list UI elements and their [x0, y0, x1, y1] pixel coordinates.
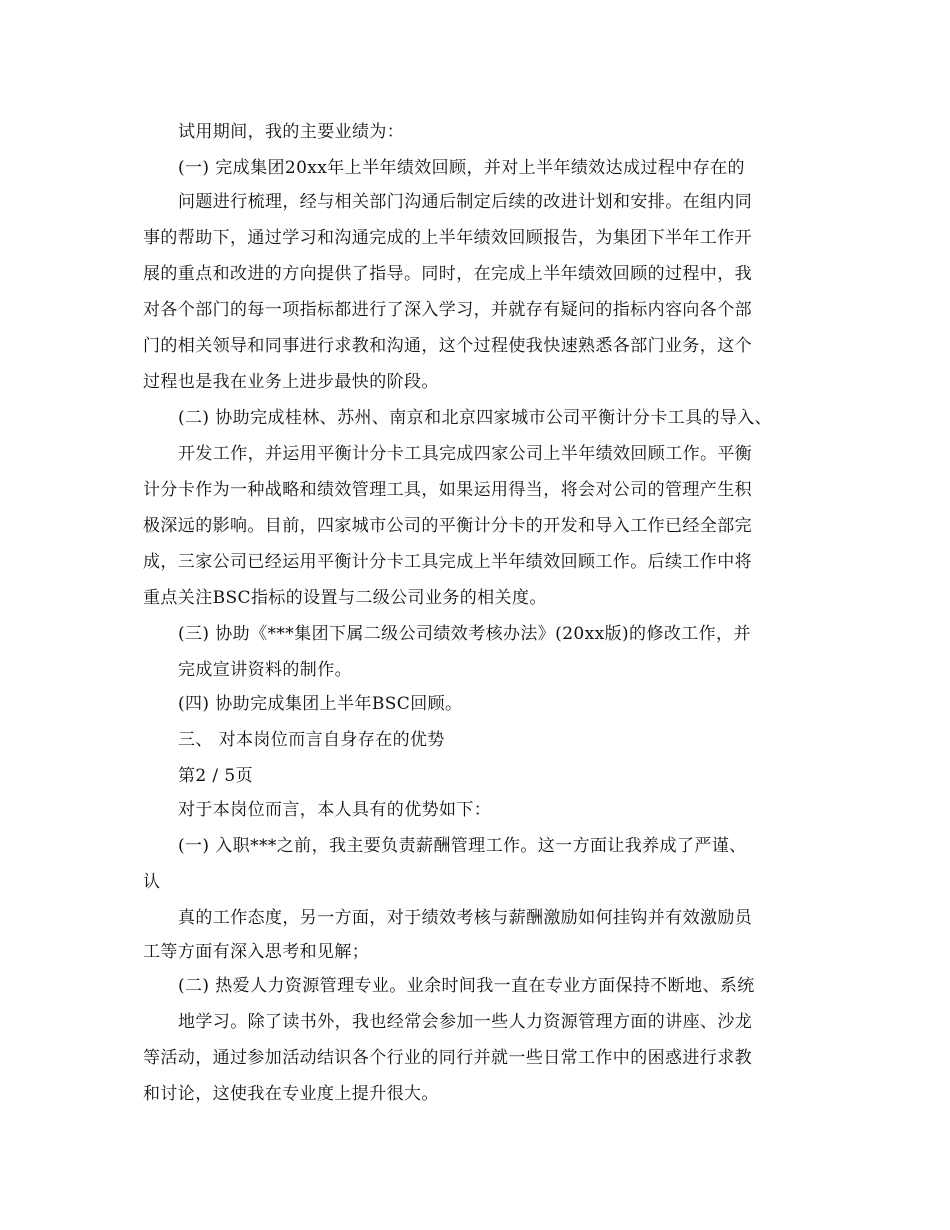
paragraph-line: 过程也是我在业务上进步最快的阶段。: [143, 372, 439, 392]
paragraph-line: 极深远的影响。目前，四家城市公司的平衡计分卡的开发和导入工作已经全部完: [143, 516, 752, 536]
paragraph-line: 地学习。除了读书外，我也经常会参加一些人力资源管理方面的讲座、沙龙: [178, 1012, 753, 1032]
paragraph-line: 开发工作，并运用平衡计分卡工具完成四家公司上半年绩效回顾工作。平衡: [178, 444, 753, 464]
paragraph-line: 工等方面有深入思考和见解；: [143, 942, 370, 962]
paragraph-line: 展的重点和改进的方向提供了指导。同时，在完成上半年绩效回顾的过程中，我: [143, 264, 752, 284]
section-heading: 三、 对本岗位而言自身存在的优势: [178, 730, 445, 750]
paragraph-line: (一) 完成集团20xx年上半年绩效回顾，并对上半年绩效达成过程中存在的: [178, 158, 745, 178]
paragraph-line: 计分卡作为一种战略和绩效管理工具，如果运用得当，将会对公司的管理产生积: [143, 480, 752, 500]
paragraph-line: 和讨论，这使我在专业度上提升很大。: [143, 1084, 439, 1104]
paragraph-line: 成，三家公司已经运用平衡计分卡工具完成上半年绩效回顾工作。后续工作中将: [143, 552, 752, 572]
paragraph-line: 完成宣讲资料的制作。: [178, 660, 352, 680]
paragraph-line: (二) 协助完成桂林、苏州、南京和北京四家城市公司平衡计分卡工具的导入、: [178, 408, 773, 428]
paragraph-line: 真的工作态度，另一方面，对于绩效考核与薪酬激励如何挂钩并有效激励员: [178, 908, 753, 928]
paragraph-line: 对于本岗位而言，本人具有的优势如下：: [178, 800, 492, 820]
paragraph-line: 重点关注BSC指标的设置与二级公司业务的相关度。: [143, 588, 547, 608]
paragraph-line: 事的帮助下，通过学习和沟通完成的上半年绩效回顾报告，为集团下半年工作开: [143, 228, 752, 248]
paragraph-line: (三) 协助《***集团下属二级公司绩效考核办法》(20xx版)的修改工作，并: [178, 624, 751, 644]
paragraph-line: (四) 协助完成集团上半年BSC回顾。: [178, 694, 463, 714]
paragraph-line: 门的相关领导和同事进行求教和沟通，这个过程使我快速熟悉各部门业务，这个: [143, 336, 752, 356]
paragraph-line: 等活动，通过参加活动结识各个行业的同行并就一些日常工作中的困惑进行求教: [143, 1048, 752, 1068]
paragraph-line: 对各个部门的每一项指标都进行了深入学习，并就存有疑问的指标内容向各个部: [143, 300, 752, 320]
paragraph-line: (二) 热爱人力资源管理专业。业余时间我一直在专业方面保持不断地、系统: [178, 976, 755, 996]
paragraph-line: (一) 入职***之前，我主要负责薪酬管理工作。这一方面让我养成了严谨、: [178, 836, 747, 856]
paragraph-line: 认: [143, 872, 161, 892]
paragraph-line: 问题进行梳理，经与相关部门沟通后制定后续的改进计划和安排。在组内同: [178, 192, 753, 212]
paragraph-line: 试用期间，我的主要业绩为：: [178, 122, 405, 142]
page-number: 第2 / 5页: [178, 766, 253, 786]
